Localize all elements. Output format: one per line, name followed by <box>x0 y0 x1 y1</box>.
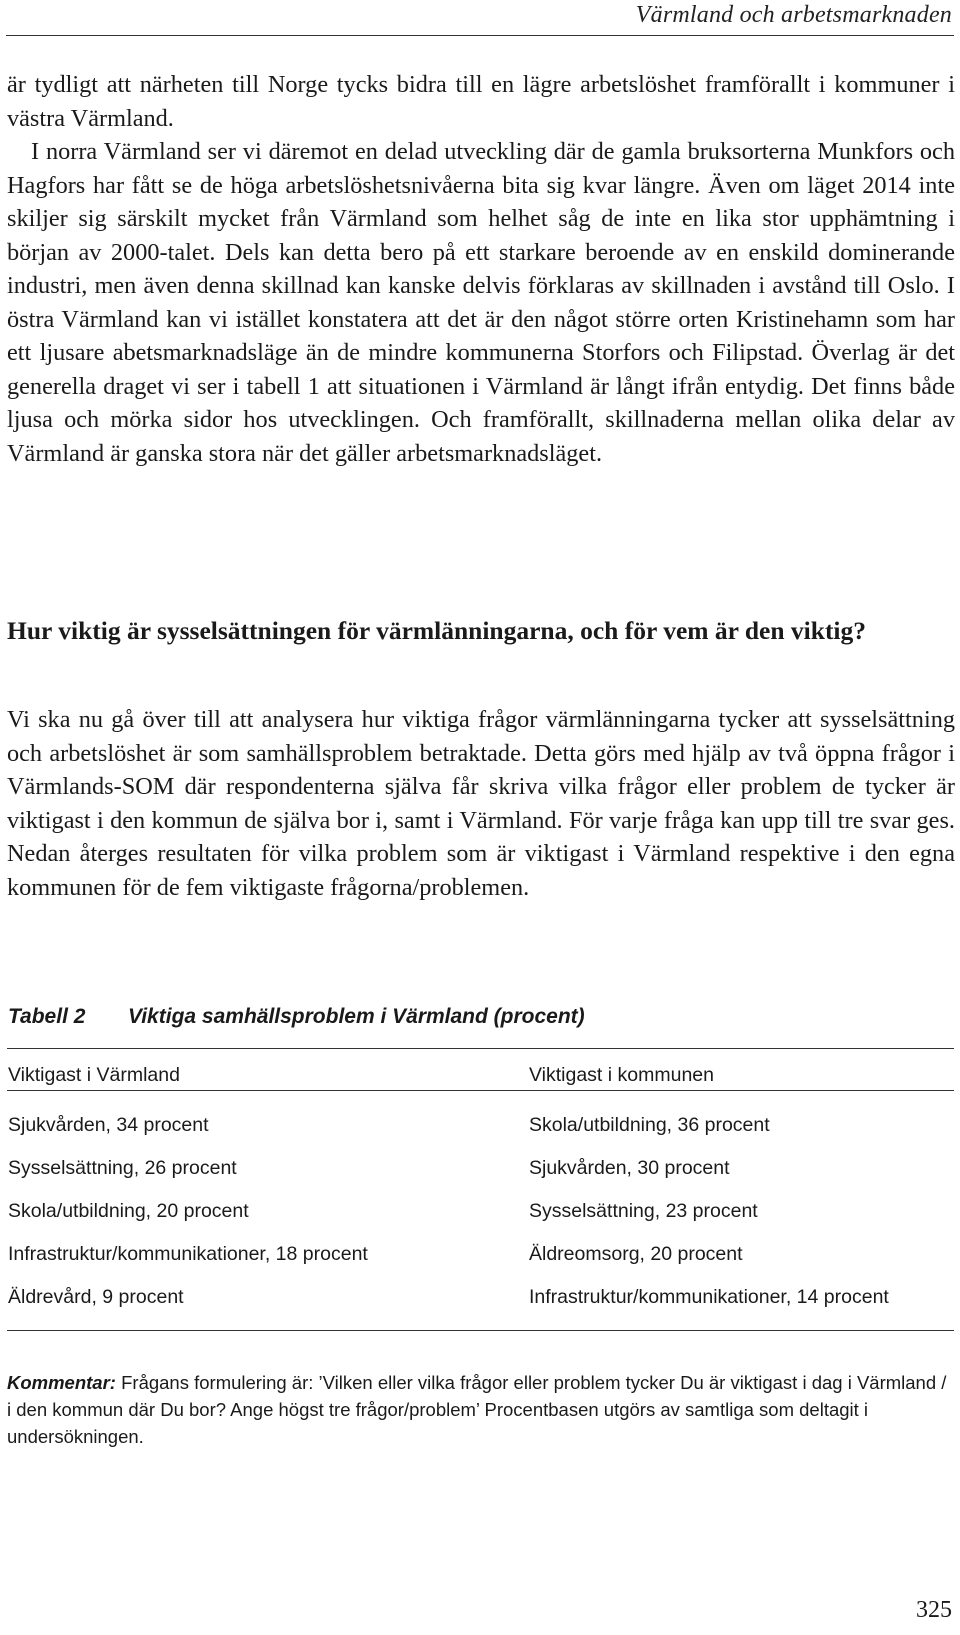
paragraph-continuation: är tydligt att närheten till Norge tycks bidra till en lägre arbetslöshet framförallt i kommuner i västra Värmland. <box>7 71 955 132</box>
paragraph-norra-varmland: I norra Värmland ser vi däremot en delad utveckling där de gamla bruksorterna Munkfors och Hagfors har fått se de höga arbetslöshetsnivåerna bita sig kvar längre. Även om läget 2014 inte skiljer sig särskilt mycket från Värmland som helhet såg de inte en lika stor upphämtning i början av 2000-talet. Dels kan detta bero på ett starkare beroende av en enskild dominerande industri, men även denna skillnad kan kanske delvis förklaras av skillnaden i avstånd till Oslo. I östra Värmland kan vi istället konstatera att det är den något större orten Kristinehamn som har ett ljusare abetsmarknadsläge än de mindre kommunerna Storfors och Filipstad. Överlag är det generella draget vi ser i tabell 1 att situationen i Värmland är långt ifrån entydig. Det finns både ljusa och mörka sidor hos utvecklingen. Och framförallt, skillnaderna mellan olika delar av Värmland är ganska stora när det gäller arbetsmarknadsläget. <box>7 138 955 467</box>
table-cell-varmland: Skola/utbildning, 20 procent <box>8 1200 249 1222</box>
table-caption <box>8 1005 585 1029</box>
table-cell-kommunen: Infrastruktur/kommunikationer, 14 procent <box>529 1286 889 1308</box>
body-section-2 <box>7 703 955 904</box>
table-top-rule <box>7 1048 954 1049</box>
table-cell-kommunen: Sjukvården, 30 procent <box>529 1157 730 1179</box>
table-header-rule <box>7 1090 954 1091</box>
running-header: Värmland och arbetsmarknaden <box>635 2 952 28</box>
table-cell-varmland: Sjukvården, 34 procent <box>8 1114 209 1136</box>
column-header-varmland: Viktigast i Värmland <box>8 1064 180 1086</box>
table-cell-kommunen: Sysselsättning, 23 procent <box>529 1200 758 1222</box>
table-bottom-rule <box>7 1330 954 1331</box>
paragraph-analysis-intro: Vi ska nu gå över till att analysera hur viktiga frågor värmlänningarna tycker att sysselsättning och arbetslöshet är som samhällsproblem betraktade. Detta görs med hjälp av två öppna frågor i Värmlands-SOM där respondenterna själva får skriva vilka frågor eller problem de tycker är viktigast i den kommun de själva bor i, samt i Värmland. För varje fråga kan upp till tre svar ges. Nedan återges resultaten för vilka problem som är viktigast i Värmland respektive i den egna kommunen för de fem viktigaste frågorna/problemen. <box>7 706 955 901</box>
comment-text: Frågans formulering är: ’Vilken eller vilka frågor eller problem tycker Du är viktigast i dag i Värmland / i den kommun där Du bor? Ange högst tre frågor/problem’ Procentbasen utgörs av samtliga som deltagit i undersökningen. <box>7 1372 947 1447</box>
table-cell-kommunen: Skola/utbildning, 36 procent <box>529 1114 770 1136</box>
body-section-1 <box>7 68 955 470</box>
table-cell-varmland: Infrastruktur/kommunikationer, 18 procent <box>8 1243 368 1265</box>
page-number: 325 <box>916 1597 952 1623</box>
table-cell-varmland: Sysselsättning, 26 procent <box>8 1157 237 1179</box>
section-heading: Hur viktig är sysselsättningen för värmlänningarna, och för vem är den viktig? <box>7 616 867 645</box>
table-cell-kommunen: Äldreomsorg, 20 procent <box>529 1243 743 1265</box>
table-number: Tabell 2 <box>8 1005 86 1028</box>
table-cell-varmland: Äldrevård, 9 procent <box>8 1286 184 1308</box>
comment-label: Kommentar: <box>7 1372 116 1393</box>
column-header-kommunen: Viktigast i kommunen <box>529 1064 714 1086</box>
header-rule <box>6 35 954 36</box>
table-title: Viktiga samhällsproblem i Värmland (procent) <box>128 1005 585 1028</box>
table-comment <box>7 1369 955 1450</box>
